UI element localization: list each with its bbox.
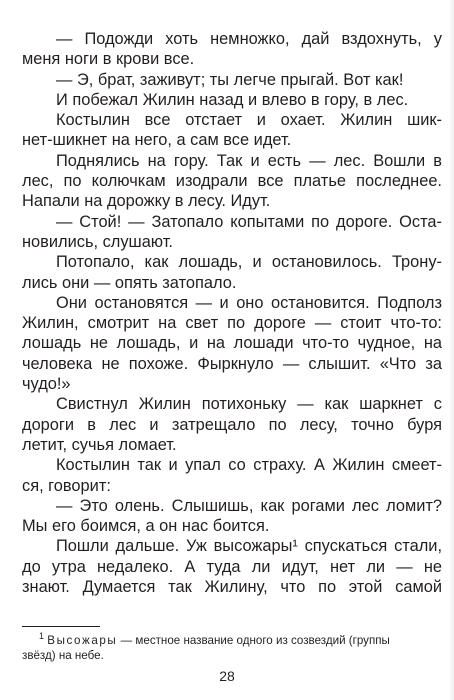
text-line: Напали на дорожку в лесу. Идут. bbox=[22, 192, 271, 211]
paragraph bbox=[22, 90, 442, 110]
text-line: новились, слушают. bbox=[22, 232, 173, 251]
text-line: Поднялись на гору. Так и есть — лес. Вошли в bbox=[56, 151, 442, 170]
text-line: знают. Думается так Жилину, что по этой самой bbox=[22, 578, 442, 597]
text-line: — Подожди хоть немножко, дай вздохнуть, у bbox=[56, 30, 442, 48]
text-line: — Э, брат, заживут; ты легче прыгай. Вот как! bbox=[56, 70, 404, 89]
page-number: 28 bbox=[219, 668, 235, 684]
paragraph bbox=[22, 70, 442, 90]
text-line: Костылин так и упал со страху. А Жилин смеет- bbox=[56, 456, 442, 475]
body-text bbox=[22, 29, 442, 597]
footnote-term: Высожары bbox=[47, 634, 118, 647]
footnote-line bbox=[22, 633, 444, 648]
text-line: Мы его боимся, а он нас боится. bbox=[22, 517, 270, 536]
page-edge-shadow bbox=[448, 0, 454, 700]
text-line: до утра недалеко. А туда ли идут, нет ли — не bbox=[22, 557, 442, 576]
text-line: Потопало, как лошадь, и остановилось. Трону- bbox=[56, 253, 442, 272]
footnote-divider bbox=[22, 626, 100, 627]
text-line: — Это олень. Слышишь, как рогами лес ломит? bbox=[56, 496, 442, 515]
paragraph bbox=[22, 394, 442, 455]
text-line: нет-шикнет на него, а сам все идет. bbox=[22, 131, 292, 150]
text-line: Пошли дальше. Уж высожары¹ спускаться стали, bbox=[56, 537, 442, 556]
text-line: чудо!» bbox=[22, 375, 71, 394]
text-line: Они остановятся — и оно остановится. Подполз bbox=[56, 293, 442, 312]
text-line: летит, сучья ломает. bbox=[22, 435, 177, 454]
footnote-text: — местное название одного из созвездий (группы bbox=[120, 634, 390, 647]
paragraph bbox=[22, 212, 442, 253]
paragraph bbox=[22, 496, 442, 537]
paragraph bbox=[22, 536, 442, 597]
paragraph bbox=[22, 455, 442, 496]
paragraph bbox=[22, 151, 442, 212]
text-line: лошадь не лошадь, и на лошади что-то чудное, на bbox=[22, 334, 442, 353]
text-line: лись они — опять затопало. bbox=[22, 273, 237, 292]
footnote bbox=[22, 633, 444, 663]
paragraph bbox=[22, 110, 442, 151]
paragraph bbox=[22, 252, 442, 293]
text-line: И побежал Жилин назад и влево в гору, в лес. bbox=[56, 90, 409, 109]
text-line: Свистнул Жилин потихоньку — как шаркнет с bbox=[56, 395, 442, 414]
paragraph bbox=[22, 29, 442, 70]
text-line: ся, говорит: bbox=[22, 476, 111, 495]
text-line: дороги в лес и затрещало по лесу, точно буря bbox=[22, 415, 442, 434]
paragraph bbox=[22, 293, 442, 394]
text-line: меня ноги в крови все. bbox=[22, 50, 195, 69]
text-line: Костылин все отстает и охает. Жилин шик- bbox=[56, 111, 442, 130]
text-line: — Стой! — Затопало копытами по дороге. Оста- bbox=[56, 212, 442, 231]
text-line: лес, по колючкам изодрали все платье последнее. bbox=[22, 172, 442, 191]
footnote-marker: 1 bbox=[39, 631, 45, 642]
text-line: человека не похоже. Фыркнуло — слышит. «Что за bbox=[22, 354, 442, 373]
footnote-line: звёзд) на небе. bbox=[22, 649, 104, 662]
text-line: Жилин, смотрит на свет по дороге — стоит что-то: bbox=[22, 314, 442, 333]
